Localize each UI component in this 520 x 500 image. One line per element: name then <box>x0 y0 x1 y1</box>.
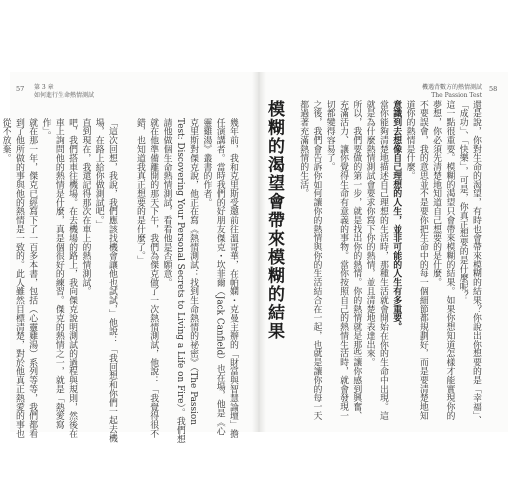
left-text-block-2 <box>0 118 118 444</box>
paragraph: 吧，我們搭車往機場。在去機場的路上，我向傑克說明測試的過程與規則，然後在車上詢問他的熱情是什麼，真是個很好的練習。傑克的熱情之一，就是「熱愛寫作」。 <box>40 118 78 439</box>
right-text-block <box>296 100 482 426</box>
right-header-subtitle: The Passion Test <box>431 92 482 99</box>
right-header-title: 機遇背數方的熱情測試 <box>421 84 482 91</box>
paragraph: 就在那一年，傑克已經寫下了一百多本書，包括（心靈雞湯）系列等等，我們都看到了他所做的事與他的熱情是一致的。此人雖然目標清楚，對於他真正熱愛的事也從不放棄。 <box>0 118 38 439</box>
paragraph: 當你能夠清楚地描述自己理想的生活時，那種生活就會開始在你的生命中出現。這就是為什麼熱情測試會要求你寫下你的熱情，並且清楚地表達出來。 <box>364 100 388 421</box>
left-text-block-1 <box>118 118 239 444</box>
paragraph: 「這次回想，我說，我們應該找機會讓他也試試，」他說：「我回想和你們一起去機場，在路上給你做測試吧。」 <box>93 118 117 443</box>
paragraph: 就在他準備離開的那天下午，我們為傑克做了一次熱情測試，他說：「我覺得很不錯，也知道我真正想要的是什麼了。」 <box>134 118 159 439</box>
right-page-number: 58 <box>489 85 498 93</box>
left-chapter-title: 如何進行生命熱情測試 <box>34 92 95 99</box>
paragraph: 之後，我們會告訴你如何讓你的熱情與你的生活結合在一起，也就是讓你的每一天都過著充滿熱情的生活。 <box>298 100 322 421</box>
section-title: 模糊的渴望會帶來模糊的結果 <box>264 100 284 341</box>
paragraph: 這一點很重要。模糊的渴望只會帶來模糊的結果。如果你想知道怎樣才能實現你的夢想，你必須先清楚地知道自己想要的是什麼。 <box>431 100 455 421</box>
left-page-number: 57 <box>16 85 25 93</box>
paragraph: 幾年前，我和克里斯受邀前往溫哥華，在帕嫻・克曼主辦的「財富與智慧論壇」擔任演講者。當時我們的好朋友傑克・坎菲爾（Jack Canfield）也在場，他是《心靈雞湯》叢書的作者。 <box>201 118 238 439</box>
paragraph: 不要誤會，我的意思並不是要你把生命中的每一個細節都規劃好，而是要清楚地知道你的熱情是什麼。 <box>404 100 428 421</box>
left-chapter-label: 第 3 章 <box>34 84 54 91</box>
paragraph: 直到現在，我還記得那次在車上的熱情測試。 <box>80 118 91 296</box>
paragraph: 克里斯對傑克說，他正在寫《熱情測試：找到生命熱情的祕密》（The Passion Test: Discovering Your Personal Secrets to Living a Life on Fire）。我們想請他做個生命熱情測試，看看他是否願意。 <box>161 118 199 444</box>
bold-paragraph: 意識到去想像自己理想的人生，並非可能的人生有多重要。 <box>391 100 402 332</box>
paragraph: 所以，我們要做的第一步，就是找出你的熱情。你的熱情就是那些讓你感到興奮、充滿活力、讓你覺得生命有意義的事物。當你按照自己的熱情生活時，就會發現一切都變得容易了。 <box>324 100 362 421</box>
paragraph: 還是說，你對生命的渴望，有時也會帶來模糊的結果？你說出你想要的是「幸福」、「成功」、「快樂」，可是，你真正想要的是什麼呢？ <box>457 100 481 425</box>
